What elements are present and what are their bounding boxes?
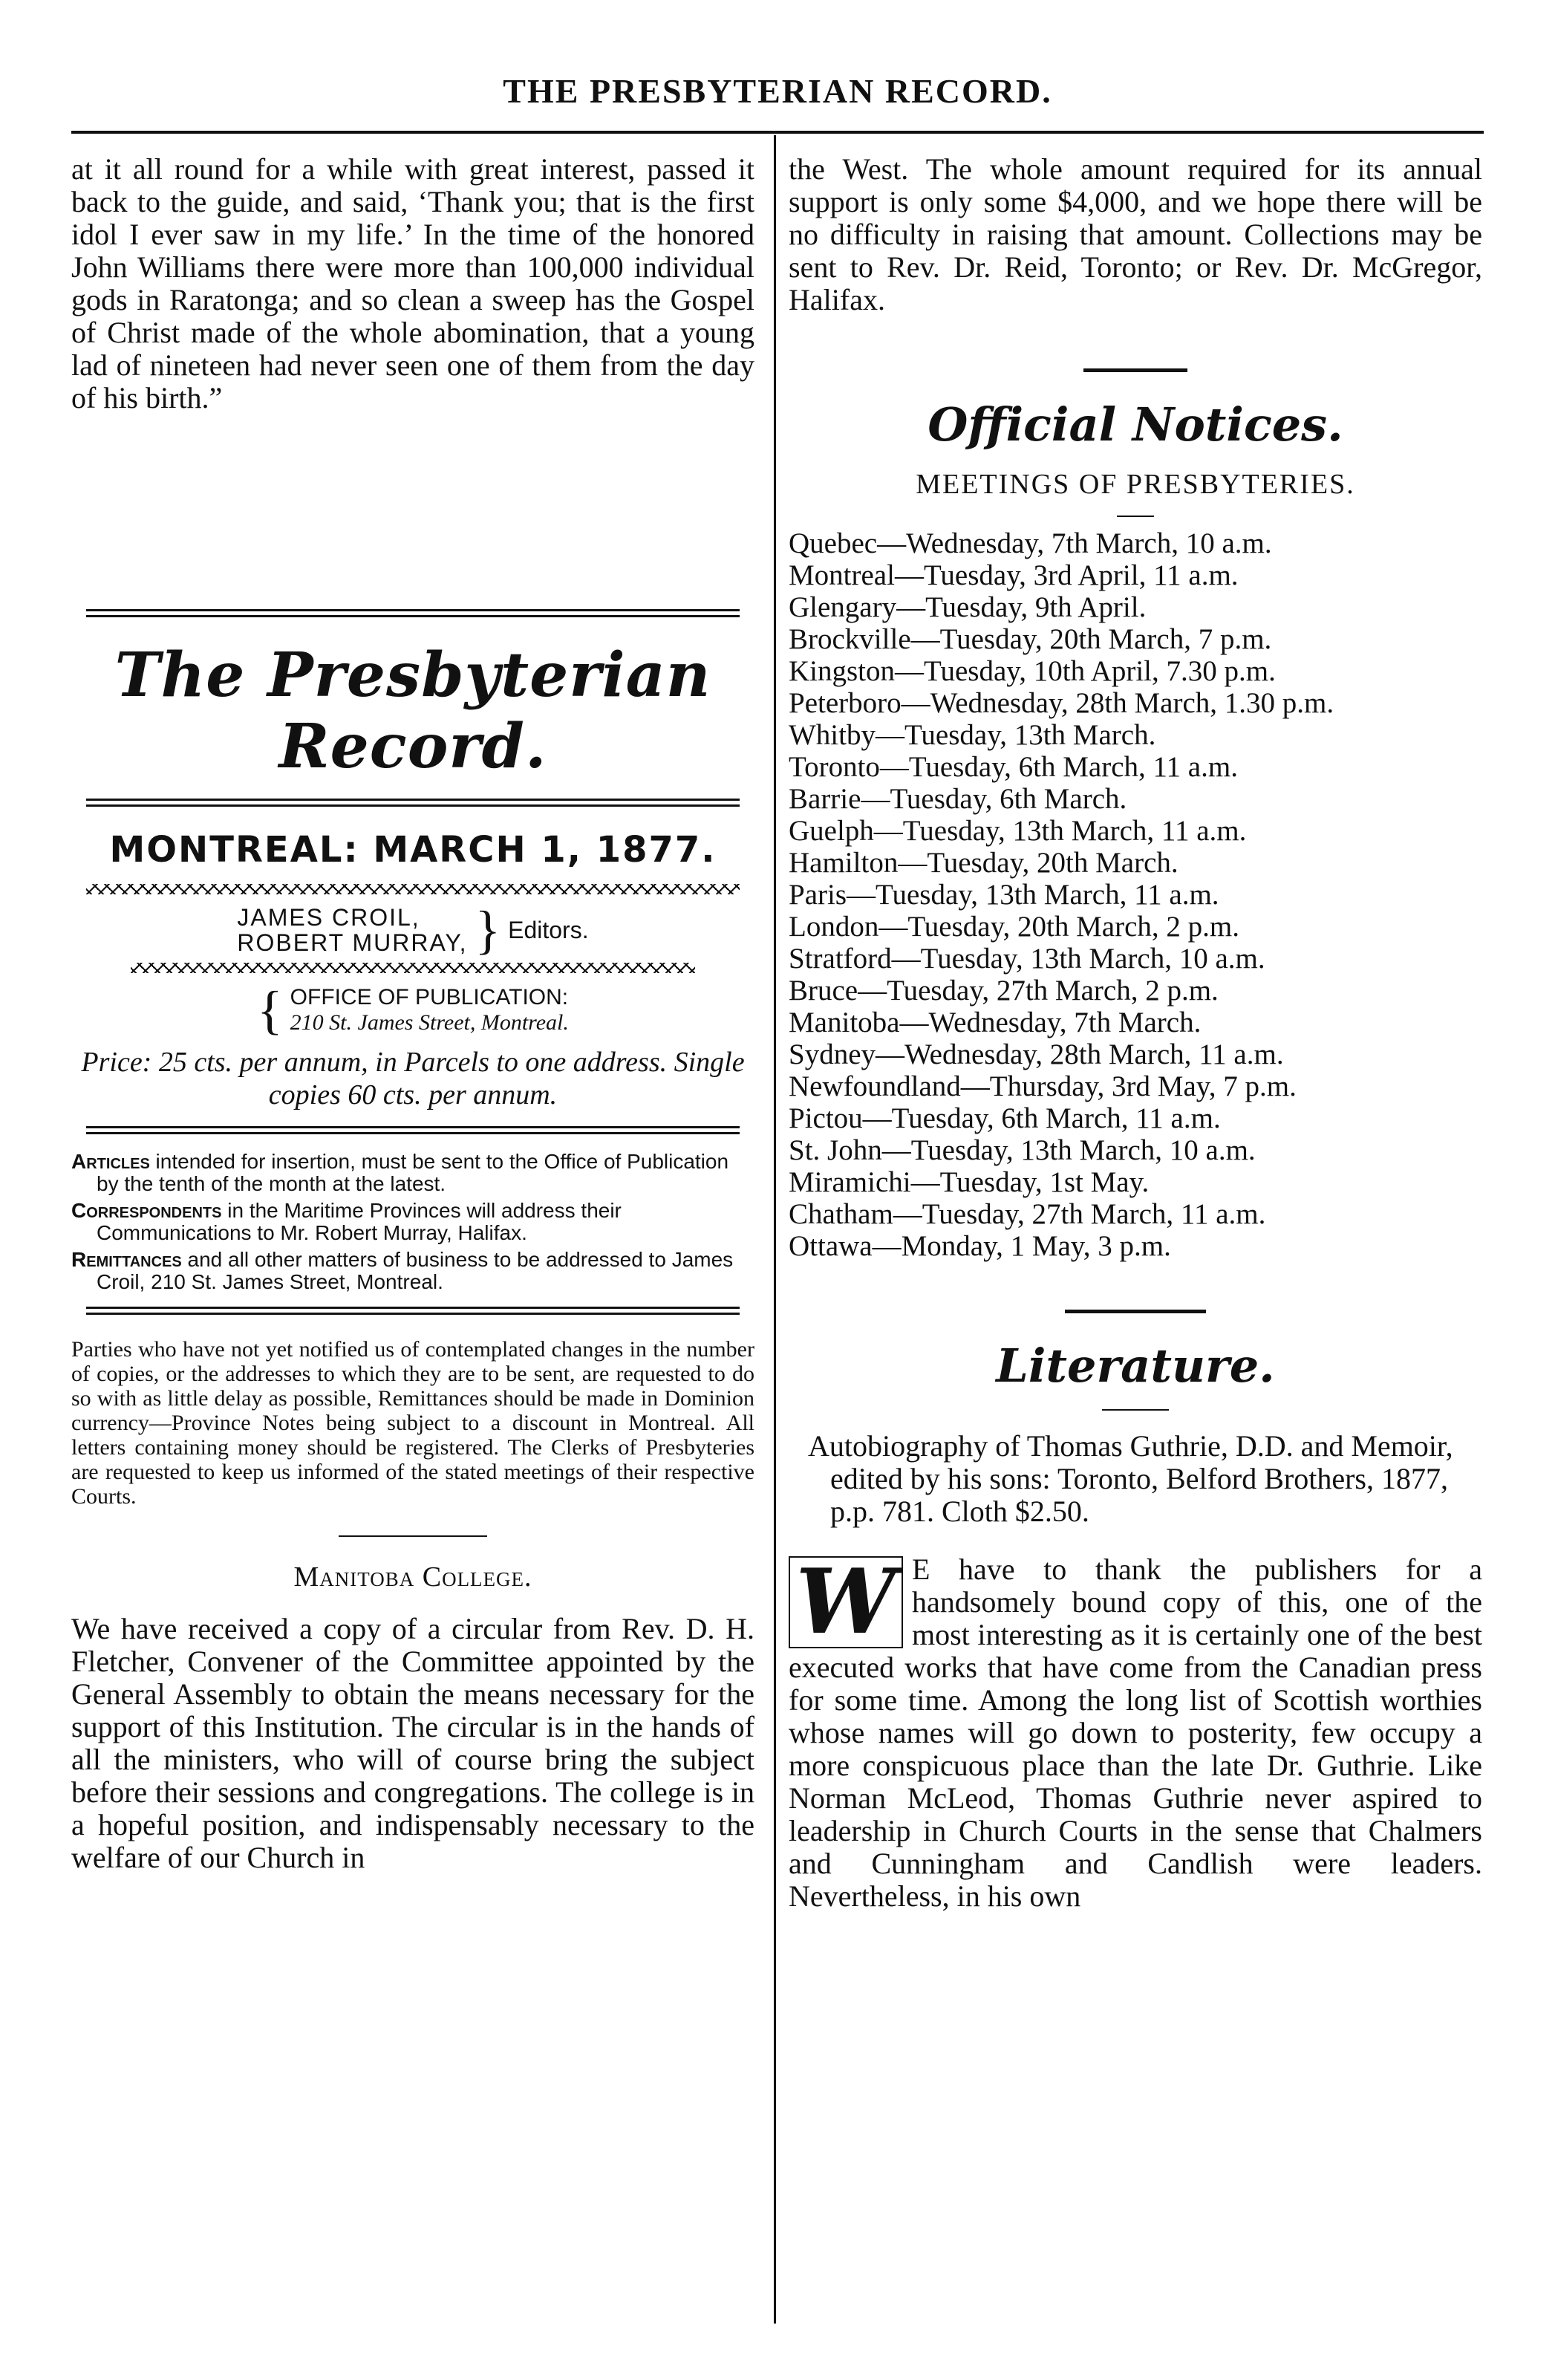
brace-glyph: { xyxy=(257,981,283,1040)
review-block xyxy=(789,1550,1482,1913)
running-header: THE PRESBYTERIAN RECORD. xyxy=(503,72,1052,110)
meeting-item: Paris—Tuesday, 13th March, 11 a.m. xyxy=(789,879,1219,911)
meetings-list xyxy=(789,527,1482,1262)
editor-names xyxy=(237,905,467,955)
section-rule xyxy=(86,1126,740,1134)
drop-cap: W xyxy=(789,1556,903,1648)
editors-block xyxy=(71,900,754,960)
review-paragraph: E have to thank the publishers for a handsomely bound copy of this, one of the most interesting as it is certainly one of the best executed works that have come from the Canadian press for some time. Among the long list of Scottish worthies whose names will go down to posterity, few occupy a more conspicuous place than the late Dr. Guthrie. Like Norman McLeod, Thomas Guthrie never aspired to leadership in Church Courts in the sense that Chalmers and Cunningham and Candlish were leaders. Nevertheless, in his own xyxy=(789,1552,1482,1913)
meeting-item: Stratford—Tuesday, 13th March, 10 a.m. xyxy=(789,943,1265,975)
book-citation: Autobiography of Thomas Guthrie, D.D. and Memoir, edited by his sons: Toronto, Belford Brothers, 1877, p.p. 781. Cloth $2.50. xyxy=(808,1429,1453,1528)
meeting-item: Guelph—Tuesday, 13th March, 11 a.m. xyxy=(789,815,1247,847)
notice-item: Remittances and all other matters of business to be addressed to James Croil, 210 St. James Street, Montreal. xyxy=(71,1248,734,1293)
office-line-2: 210 St. James Street, Montreal. xyxy=(290,1010,569,1035)
official-notices-heading: Official Notices. xyxy=(928,397,1343,452)
manitoba-paragraph: We have received a copy of a circular from Rev. D. H. Fletcher, Convener of the Committee appointed by the General Assembly to obtain the means necessary for the support of this Institution. The circular is in the hands of all the ministers, who will of course bring the subject before their sessions and congregations. The college is in a hopeful position, and indispensably necessary to the welfare of our Church in xyxy=(71,1612,754,1874)
ornamental-rule xyxy=(86,884,740,894)
meeting-item: Toronto—Tuesday, 6th March, 11 a.m. xyxy=(789,751,1238,783)
ornamental-rule xyxy=(131,963,695,973)
meeting-item: Bruce—Tuesday, 27th March, 2 p.m. xyxy=(789,975,1219,1007)
notice-item: Correspondents in the Maritime Provinces will address their Communications to Mr. Robert Murray, Halifax. xyxy=(71,1199,622,1244)
meeting-item: Manitoba—Wednesday, 7th March. xyxy=(789,1007,1202,1038)
meeting-item: Miramichi—Tuesday, 1st May. xyxy=(789,1166,1150,1198)
section-rule xyxy=(86,1307,740,1315)
column-divider xyxy=(774,135,776,2324)
short-rule xyxy=(1083,368,1187,372)
left-column xyxy=(71,153,754,1874)
header-rule xyxy=(71,131,1484,134)
short-rule xyxy=(1102,1409,1169,1411)
meetings-heading: MEETINGS OF PRESBYTERIES. xyxy=(916,469,1355,500)
meeting-item: Newfoundland—Thursday, 3rd May, 7 p.m. xyxy=(789,1070,1297,1102)
intro-paragraph: the West. The whole amount required for its annual support is only some $4,000, and we hope there will be no difficulty in raising that amount. Collections may be sent to Rev. Dr. Reid, Toronto; or Rev. Dr. McGregor, Halifax. xyxy=(789,152,1482,316)
masthead-title: The Presbyterian Record. xyxy=(114,640,711,782)
meeting-item: Hamilton—Tuesday, 20th March. xyxy=(789,847,1179,879)
notice-item: Articles intended for insertion, must be sent to the Office of Publication by the tenth of the month at the latest. xyxy=(71,1150,729,1195)
meeting-item: Whitby—Tuesday, 13th March. xyxy=(789,719,1156,751)
office-line-1: OFFICE OF PUBLICATION: xyxy=(290,985,569,1009)
office-lines xyxy=(290,985,569,1035)
meeting-item: London—Tuesday, 20th March, 2 p.m. xyxy=(789,911,1239,943)
editor-name: JAMES CROIL, xyxy=(237,904,420,931)
meeting-item: Ottawa—Monday, 1 May, 3 p.m. xyxy=(789,1230,1171,1262)
meeting-item: Montreal—Tuesday, 3rd April, 11 a.m. xyxy=(789,559,1239,591)
masthead-rule xyxy=(86,799,740,807)
meeting-item: Chatham—Tuesday, 27th March, 11 a.m. xyxy=(789,1198,1266,1230)
intro-paragraph: at it all round for a while with great interest, passed it back to the guide, and said, ‘Thank you; that is the first idol I ever saw in my life.’ In the time of the honored John Williams there were more than 100,000 individual gods in Raratonga; and so clean a sweep has the Gospel of Christ made of the whole abomination, that a young lad of nineteen had never seen one of them from the day of his birth.” xyxy=(71,153,754,414)
meeting-item: Pictou—Tuesday, 6th March, 11 a.m. xyxy=(789,1102,1221,1134)
meeting-item: Glengary—Tuesday, 9th April. xyxy=(789,591,1147,623)
notices-list xyxy=(71,1151,754,1293)
meeting-item: Quebec—Wednesday, 7th March, 10 a.m. xyxy=(789,527,1272,559)
meeting-item: Barrie—Tuesday, 6th March. xyxy=(789,783,1127,815)
short-rule xyxy=(1117,516,1154,517)
short-rule xyxy=(339,1535,487,1537)
meeting-item: Brockville—Tuesday, 20th March, 7 p.m. xyxy=(789,623,1272,655)
price-line: Price: 25 cts. per annum, in Parcels to one address. Single copies 60 cts. per annum. xyxy=(81,1047,745,1111)
section-rule xyxy=(86,609,740,617)
manitoba-heading: Manitoba College. xyxy=(293,1561,532,1593)
editor-name: ROBERT MURRAY, xyxy=(237,929,468,956)
literature-heading: Literature. xyxy=(996,1339,1275,1393)
brace-glyph: } xyxy=(475,900,501,960)
dateline: MONTREAL: MARCH 1, 1877. xyxy=(109,829,717,871)
meeting-item: Peterboro—Wednesday, 28th March, 1.30 p.m. xyxy=(789,687,1334,719)
meeting-item: St. John—Tuesday, 13th March, 10 a.m. xyxy=(789,1134,1256,1166)
short-rule xyxy=(1065,1310,1206,1313)
editors-label: Editors. xyxy=(508,917,589,943)
meeting-item: Sydney—Wednesday, 28th March, 11 a.m. xyxy=(789,1038,1284,1070)
office-block xyxy=(71,981,754,1040)
right-column xyxy=(789,153,1482,1913)
subscribers-notice: Parties who have not yet notified us of contemplated changes in the number of copies, or the addresses to which they are to be sent, are requested to do so with as little delay as possible, Remittances should be made in Dominion currency—Province Notes being subject to a discount in Montreal. All letters containing money should be registered. The Clerks of Presbyteries are requested to keep us informed of the stated meetings of their respective Courts. xyxy=(71,1337,754,1509)
meeting-item: Kingston—Tuesday, 10th April, 7.30 p.m. xyxy=(789,655,1276,687)
